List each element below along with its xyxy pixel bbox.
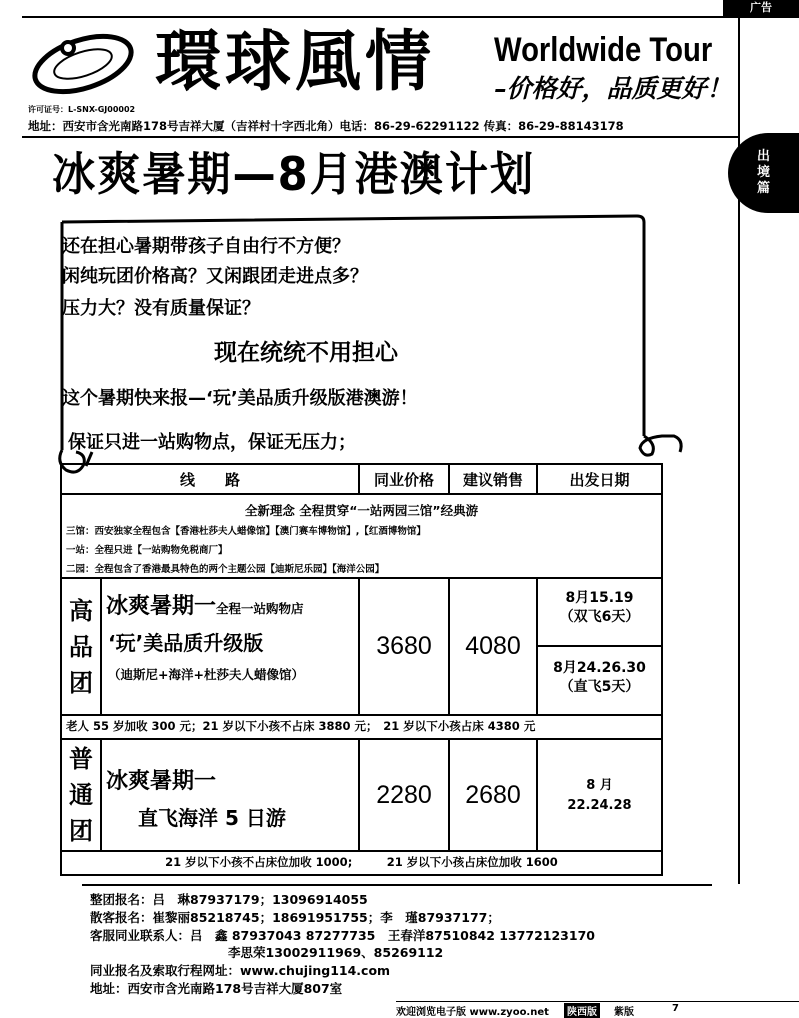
company-address: 地址：西安市含光南路178号吉祥大厦（吉祥村十字西北角）电话：86-29-62291122 传真：86-29-88143178 — [28, 119, 624, 133]
col-header-departure: 出发日期 — [536, 465, 661, 493]
premium-route-sub: 全程一站购物店 — [216, 601, 304, 616]
page-title: 冰爽暑期—8月港澳计划 — [52, 147, 536, 201]
header-rule — [22, 136, 738, 138]
col-header-retail-price: 建议销售 — [448, 465, 536, 493]
departure-date: 8月24.26.30 — [553, 660, 646, 676]
group-char: 团 — [69, 668, 93, 697]
intro-line: 三馆：西安独家全程包含【香港杜莎夫人蜡像馆】【澳门赛车博物馆】,【红酒博物馆】 — [66, 526, 426, 537]
premium-route-name: 冰爽暑期一 — [106, 594, 217, 619]
regular-route — [100, 738, 358, 850]
contact-line: 散客报名：崔黎丽85218745；18691951755；李 瑾87937177； — [90, 910, 500, 925]
scroll-headline: 现在统统不用担心 — [214, 340, 398, 366]
premium-route-tagline: ‘玩’美品质升级版 — [108, 631, 264, 655]
section-tab[interactable] — [728, 133, 799, 213]
welcome-text[interactable]: 欢迎浏览电子版 www.zyoo.net — [396, 1007, 549, 1018]
section-tab-char: 篇 — [756, 181, 770, 196]
premium-date-1 — [536, 577, 661, 645]
slogan: –价格好，品质更好！ — [494, 74, 732, 103]
regular-group-label — [62, 738, 100, 850]
top-rule — [22, 16, 799, 18]
scroll-line-6: 保证只进一站购物点，保证无压力； — [68, 432, 356, 453]
website-line[interactable]: 同业报名及索取行程网址：www.chujing114.com — [90, 963, 391, 978]
premium-retail-price: 4080 — [448, 577, 536, 714]
departure-date-days: 22.24.28 — [567, 798, 632, 813]
page-number: 7 — [672, 1003, 679, 1014]
intro-line: 二园：全程包含了香港最具特色的两个主题公园【迪斯尼乐园】【海洋公园】 — [66, 564, 385, 575]
scroll-line-2: 闲纯玩团价格高？又闲跟团走进点多？ — [62, 266, 368, 287]
regular-route-name: 冰爽暑期一 — [106, 769, 217, 794]
regular-trade-price: 2280 — [358, 738, 448, 850]
group-char: 通 — [69, 781, 93, 809]
premium-route — [100, 577, 358, 714]
regular-route-sub: 直飞海洋 5 日游 — [138, 806, 286, 830]
edition-label: 紫版 — [614, 1007, 634, 1018]
scroll-line-5: 这个暑期快来报—‘玩’美品质升级版港澳游！ — [62, 388, 418, 409]
contact-line: 李思荣13002911969、85269112 — [228, 945, 444, 960]
globe-logo-icon — [28, 28, 138, 98]
edition-badge: 陕西版 — [564, 1003, 600, 1018]
contact-line: 客服同业联系人：吕 鑫 87937043 87277735 王春洋87510842 13772123170 — [90, 928, 595, 943]
departure-note: （直飞5天） — [559, 679, 640, 695]
page-footer-bar — [396, 1001, 799, 1016]
premium-date-2 — [536, 645, 661, 714]
premium-group-label — [62, 577, 100, 714]
premium-surcharge-note: 老人 55 岁加收 300 元；21 岁以下小孩不占床 3880 元； 21 岁以下小孩占床 4380 元 — [62, 714, 661, 738]
intro-line: 一站：全程只进【一站购物免税商厂】 — [66, 545, 228, 556]
premium-trade-price: 3680 — [358, 577, 448, 714]
regular-surcharge-note: 21 岁以下小孩不占床位加收 1000; 21 岁以下小孩占床位加收 1600 — [62, 850, 661, 874]
premium-route-includes: （迪斯尼+海洋+杜莎夫人蜡像馆） — [108, 667, 304, 682]
group-char: 普 — [69, 745, 93, 773]
col-header-trade-price: 同业价格 — [358, 465, 448, 493]
departure-date: 8月15.19 — [565, 590, 634, 606]
group-char: 高 — [69, 596, 93, 625]
intro-block — [62, 493, 661, 577]
scroll-line-1: 还在担心暑期带孩子自由行不方便？ — [62, 236, 350, 257]
section-tab-char: 出 — [756, 149, 770, 164]
group-char: 团 — [69, 817, 93, 845]
brand-name: 環球風情 — [155, 23, 435, 100]
footer-address: 地址：西安市含光南路178号吉祥大厦807室 — [90, 981, 343, 996]
departure-note: （双飞6天） — [559, 609, 640, 625]
scroll-line-3: 压力大？没有质量保证？ — [62, 298, 260, 319]
regular-date — [536, 738, 661, 850]
tour-price-table — [60, 463, 663, 876]
section-tab-char: 境 — [756, 165, 770, 180]
col-header-route: 线 路 — [179, 470, 240, 489]
regular-retail-price: 2680 — [448, 738, 536, 850]
contact-line: 整团报名：吕 琳87937179；13096914055 — [90, 892, 368, 907]
departure-date: 8 月 — [586, 778, 613, 793]
license-number: 许可证号：L-SNX-GJ00002 — [28, 105, 136, 114]
ad-tag: 广告 — [723, 0, 799, 16]
brand-name-en: Worldwide Tour — [494, 31, 713, 69]
group-char: 品 — [69, 632, 93, 661]
intro-title: 全新理念 全程贯穿“一站两园三馆”经典游 — [244, 503, 479, 518]
footer-rule — [82, 884, 712, 886]
